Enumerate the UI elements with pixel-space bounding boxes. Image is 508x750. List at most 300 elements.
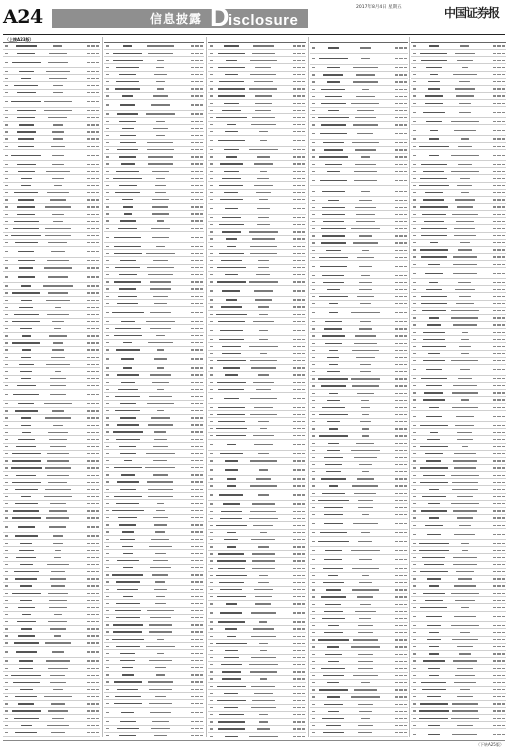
row-index (104, 228, 111, 229)
account-name-cell (418, 407, 450, 408)
table-row (310, 254, 408, 261)
account-detail-cell (43, 92, 74, 93)
account-name-cell (317, 618, 350, 619)
account-detail-cell (43, 364, 74, 365)
row-index (208, 628, 215, 629)
account-name-cell (317, 335, 350, 336)
row-index (411, 95, 418, 96)
row-index (208, 156, 215, 157)
table-row (208, 286, 306, 297)
account-detail-cell (248, 603, 279, 604)
table-row (104, 64, 204, 71)
account-name-cell (111, 171, 145, 172)
numeric-cells (381, 275, 408, 276)
account-detail-cell (350, 350, 381, 351)
table-row (104, 708, 204, 719)
account-detail-cell (350, 732, 381, 733)
row-index (411, 460, 418, 461)
account-detail-cell (350, 632, 381, 633)
account-detail-cell (43, 526, 74, 527)
table-row (104, 401, 204, 408)
table-row (411, 501, 506, 508)
row-index (310, 81, 317, 82)
numeric-cells (480, 696, 506, 697)
row-index (411, 660, 418, 661)
account-name-cell (10, 364, 43, 365)
account-detail-cell (145, 281, 177, 282)
row-index (208, 664, 215, 665)
numeric-cells (381, 117, 408, 118)
account-detail-cell (350, 407, 381, 408)
row-index (208, 224, 215, 225)
account-name-cell (10, 689, 43, 690)
table-row (104, 132, 204, 139)
table-row (208, 197, 306, 204)
account-detail-cell (43, 696, 74, 697)
row-index (3, 101, 10, 102)
table-row (3, 633, 100, 640)
account-name-cell (317, 242, 350, 243)
table-row (208, 515, 306, 522)
table-row (208, 697, 306, 704)
numeric-cells (73, 307, 100, 308)
row-index (3, 124, 10, 125)
row-index (3, 593, 10, 594)
account-detail-cell (350, 559, 381, 560)
account-detail-cell (43, 171, 74, 172)
account-name-cell (111, 192, 145, 193)
account-detail-cell (43, 557, 74, 558)
account-detail-cell (248, 511, 279, 512)
row-index (208, 435, 215, 436)
row-index (3, 276, 10, 277)
row-index (310, 575, 317, 576)
table-row (208, 72, 306, 79)
row-index (104, 489, 111, 490)
table-row (411, 597, 506, 604)
table-row (104, 204, 204, 211)
account-detail-cell (248, 330, 279, 331)
numeric-cells (279, 238, 306, 239)
numeric-cells (279, 389, 306, 390)
account-detail-cell (248, 149, 279, 150)
account-detail-cell (350, 156, 381, 157)
numeric-cells (279, 346, 306, 347)
row-index (411, 503, 418, 504)
numeric-cells (73, 710, 100, 711)
account-name-cell (215, 428, 248, 429)
table-row (411, 125, 506, 136)
numeric-cells (381, 732, 408, 733)
account-detail-cell (350, 414, 381, 415)
table-row (3, 647, 100, 658)
account-detail-cell (43, 725, 74, 726)
account-name-cell (317, 89, 350, 90)
account-name-cell (215, 693, 248, 694)
account-name-cell (215, 321, 248, 322)
numeric-cells (279, 253, 306, 254)
row-index (411, 53, 418, 54)
account-name-cell (111, 199, 145, 200)
account-detail-cell (248, 546, 279, 547)
account-name-cell (215, 494, 248, 495)
account-name-cell (111, 88, 145, 89)
account-name-cell (317, 142, 350, 143)
account-name-cell (317, 550, 350, 551)
account-detail-cell (350, 457, 381, 458)
numeric-cells (480, 475, 506, 476)
account-name-cell (111, 113, 145, 114)
account-name-cell (418, 282, 450, 283)
numeric-cells (73, 321, 100, 322)
numeric-cells (480, 543, 506, 544)
account-name-cell (10, 138, 43, 139)
account-name-cell (10, 307, 43, 308)
account-name-cell (10, 155, 43, 156)
account-detail-cell (145, 149, 177, 150)
account-name-cell (111, 206, 145, 207)
table-row (104, 443, 204, 450)
account-name-cell (317, 668, 350, 669)
account-name-cell (215, 238, 248, 239)
row-index (310, 435, 317, 436)
account-detail-cell (43, 489, 74, 490)
row-index (104, 703, 111, 704)
account-name-cell (317, 275, 350, 276)
numeric-cells (279, 407, 306, 408)
account-detail-cell (450, 282, 480, 283)
row-index (3, 410, 10, 411)
numeric-cells (480, 289, 506, 290)
account-name-cell (111, 624, 145, 625)
table-row (411, 665, 506, 672)
table-row (3, 368, 100, 375)
account-name-cell (10, 357, 43, 358)
account-detail-cell (450, 146, 480, 147)
account-detail-cell (450, 425, 480, 426)
account-detail-cell (248, 657, 279, 658)
row-index (411, 192, 418, 193)
numeric-cells (73, 642, 100, 643)
row-index (3, 349, 10, 350)
table-row (310, 100, 408, 107)
numeric-cells (480, 112, 506, 113)
numeric-cells (381, 103, 408, 104)
row-index (3, 439, 10, 440)
table-row (104, 522, 204, 529)
account-detail-cell (145, 696, 177, 697)
account-detail-cell (248, 398, 279, 399)
account-detail-cell (248, 407, 279, 408)
account-name-cell (111, 228, 145, 229)
row-index (104, 539, 111, 540)
account-name-cell (10, 651, 43, 652)
account-name-cell (111, 274, 145, 275)
account-name-cell (215, 382, 248, 383)
row-index (310, 443, 317, 444)
numeric-cells (176, 589, 204, 590)
account-name-cell (215, 621, 248, 622)
account-name-cell (111, 149, 145, 150)
row-index (208, 453, 215, 454)
account-detail-cell (145, 517, 177, 518)
row-index (3, 117, 10, 118)
numeric-cells (381, 312, 408, 313)
table-row (411, 687, 506, 694)
account-name-cell (215, 231, 248, 232)
table-row (310, 154, 408, 161)
account-detail-cell (350, 393, 381, 394)
account-name-cell (317, 478, 350, 479)
table-row (3, 175, 100, 182)
account-detail-cell (43, 101, 74, 102)
account-name-cell (317, 350, 350, 351)
account-detail-cell (43, 651, 74, 652)
table-row (310, 211, 408, 218)
account-detail-cell (248, 485, 279, 486)
account-detail-cell (145, 431, 177, 432)
account-name-cell (111, 496, 145, 497)
account-detail-cell (350, 385, 381, 386)
account-detail-cell (248, 199, 279, 200)
numeric-cells (73, 335, 100, 336)
numeric-cells (279, 546, 306, 547)
table-row (3, 665, 100, 672)
numeric-cells (381, 541, 408, 542)
account-detail-cell (248, 178, 279, 179)
table-row (104, 679, 204, 686)
account-detail-cell (248, 192, 279, 193)
numeric-cells (73, 725, 100, 726)
numeric-cells (279, 367, 306, 368)
account-detail-cell (450, 416, 480, 417)
row-index (104, 453, 111, 454)
account-detail-cell (450, 60, 480, 61)
numeric-cells (381, 646, 408, 647)
account-detail-cell (248, 88, 279, 89)
account-name-cell (10, 503, 43, 504)
row-index (411, 725, 418, 726)
account-name-cell (10, 585, 43, 586)
account-detail-cell (450, 317, 480, 318)
account-name-cell (418, 103, 450, 104)
row-index (3, 155, 10, 156)
account-detail-cell (248, 274, 279, 275)
account-detail-cell (145, 639, 177, 640)
account-name-cell (10, 710, 43, 711)
table-row (104, 118, 204, 125)
numeric-cells (279, 398, 306, 399)
account-detail-cell (248, 339, 279, 340)
numeric-cells (279, 178, 306, 179)
account-detail-cell (43, 146, 74, 147)
table-row (104, 250, 204, 257)
account-name-cell (111, 546, 145, 547)
table-row (310, 447, 408, 454)
account-name-cell (317, 732, 350, 733)
table-row (208, 551, 306, 558)
account-detail-cell (145, 185, 177, 186)
account-detail-cell (248, 171, 279, 172)
numeric-cells (176, 128, 204, 129)
account-name-cell (317, 235, 350, 236)
account-detail-cell (43, 578, 74, 579)
row-index (310, 704, 317, 705)
numeric-cells (381, 378, 408, 379)
row-index (411, 264, 418, 265)
row-index (310, 67, 317, 68)
account-name-cell (215, 568, 248, 569)
table-row (208, 50, 306, 57)
numeric-cells (480, 517, 506, 518)
numeric-cells (381, 149, 408, 150)
row-index (310, 242, 317, 243)
account-detail-cell (450, 155, 480, 156)
numeric-cells (480, 407, 506, 408)
account-name-cell (215, 88, 248, 89)
account-detail-cell (450, 407, 480, 408)
account-detail-cell (145, 328, 177, 329)
row-index (3, 385, 10, 386)
column-divider (206, 37, 207, 737)
table-row (104, 515, 204, 522)
account-name-cell (111, 296, 145, 297)
table-row (208, 79, 306, 86)
table-row (411, 308, 506, 315)
row-index (208, 389, 215, 390)
numeric-cells (480, 625, 506, 626)
table-row (411, 79, 506, 86)
account-detail-cell (43, 614, 74, 615)
table-row (208, 537, 306, 544)
row-index (3, 45, 10, 46)
numeric-cells (73, 285, 100, 286)
account-detail-cell (145, 358, 177, 359)
numeric-cells (480, 45, 506, 46)
row-index (411, 155, 418, 156)
account-detail-cell (145, 631, 177, 632)
table-row (104, 57, 204, 64)
account-name-cell (215, 518, 248, 519)
row-index (3, 235, 10, 236)
account-name-cell (215, 485, 248, 486)
row-index (3, 621, 10, 622)
table-row (104, 408, 204, 415)
account-detail-cell (350, 611, 381, 612)
account-detail-cell (248, 707, 279, 708)
account-name-cell (111, 603, 145, 604)
account-detail-cell (350, 675, 381, 676)
account-name-cell (10, 432, 43, 433)
row-index (411, 710, 418, 711)
account-name-cell (418, 346, 450, 347)
account-name-cell (111, 403, 145, 404)
account-detail-cell (350, 371, 381, 372)
account-detail-cell (43, 85, 74, 86)
account-detail-cell (450, 625, 480, 626)
table-row (104, 658, 204, 665)
account-detail-cell (248, 140, 279, 141)
account-detail-cell (145, 74, 177, 75)
numeric-cells (480, 199, 506, 200)
numeric-cells (381, 235, 408, 236)
account-name-cell (215, 149, 248, 150)
account-detail-cell (350, 435, 381, 436)
numeric-cells (176, 321, 204, 322)
account-name-cell (10, 199, 43, 200)
numeric-cells (176, 199, 204, 200)
numeric-cells (176, 342, 204, 343)
numeric-cells (381, 124, 408, 125)
table-row (104, 608, 204, 615)
table-row (411, 261, 506, 268)
row-index (3, 482, 10, 483)
row-index (411, 639, 418, 640)
account-detail-cell (145, 467, 177, 468)
account-detail-cell (450, 632, 480, 633)
row-index (208, 603, 215, 604)
numeric-cells (480, 557, 506, 558)
numeric-cells (279, 664, 306, 665)
account-name-cell (418, 164, 450, 165)
row-index (208, 60, 215, 61)
account-name-cell (418, 668, 450, 669)
account-detail-cell (248, 367, 279, 368)
account-name-cell (10, 718, 43, 719)
account-detail-cell (450, 235, 480, 236)
table-row (310, 601, 408, 608)
table-row (310, 326, 408, 333)
account-name-cell (111, 446, 145, 447)
row-index (208, 246, 215, 247)
account-detail-cell (248, 628, 279, 629)
numeric-cells (279, 707, 306, 708)
row-index (208, 339, 215, 340)
table-row (310, 72, 408, 79)
numeric-cells (480, 378, 506, 379)
account-detail-cell (145, 453, 177, 454)
numeric-cells (73, 124, 100, 125)
row-index (104, 128, 111, 129)
numeric-cells (279, 603, 306, 604)
account-name-cell (215, 185, 248, 186)
account-detail-cell (248, 103, 279, 104)
table-row (3, 82, 100, 89)
account-detail-cell (43, 585, 74, 586)
numeric-cells (176, 358, 204, 359)
account-detail-cell (350, 235, 381, 236)
table-row (104, 225, 204, 232)
account-name-cell (10, 110, 43, 111)
table-row (208, 297, 306, 304)
numeric-cells (176, 296, 204, 297)
table-row (104, 125, 204, 132)
table-row (208, 501, 306, 508)
account-detail-cell (450, 668, 480, 669)
numeric-cells (279, 60, 306, 61)
table-row (3, 161, 100, 168)
account-detail-cell (350, 471, 381, 472)
numeric-cells (279, 192, 306, 193)
account-name-cell (317, 485, 350, 486)
account-name-cell (418, 392, 450, 393)
account-detail-cell (248, 299, 279, 300)
row-index (3, 146, 10, 147)
account-name-cell (418, 88, 450, 89)
numeric-cells (381, 654, 408, 655)
numeric-cells (176, 467, 204, 468)
account-name-cell (111, 703, 145, 704)
